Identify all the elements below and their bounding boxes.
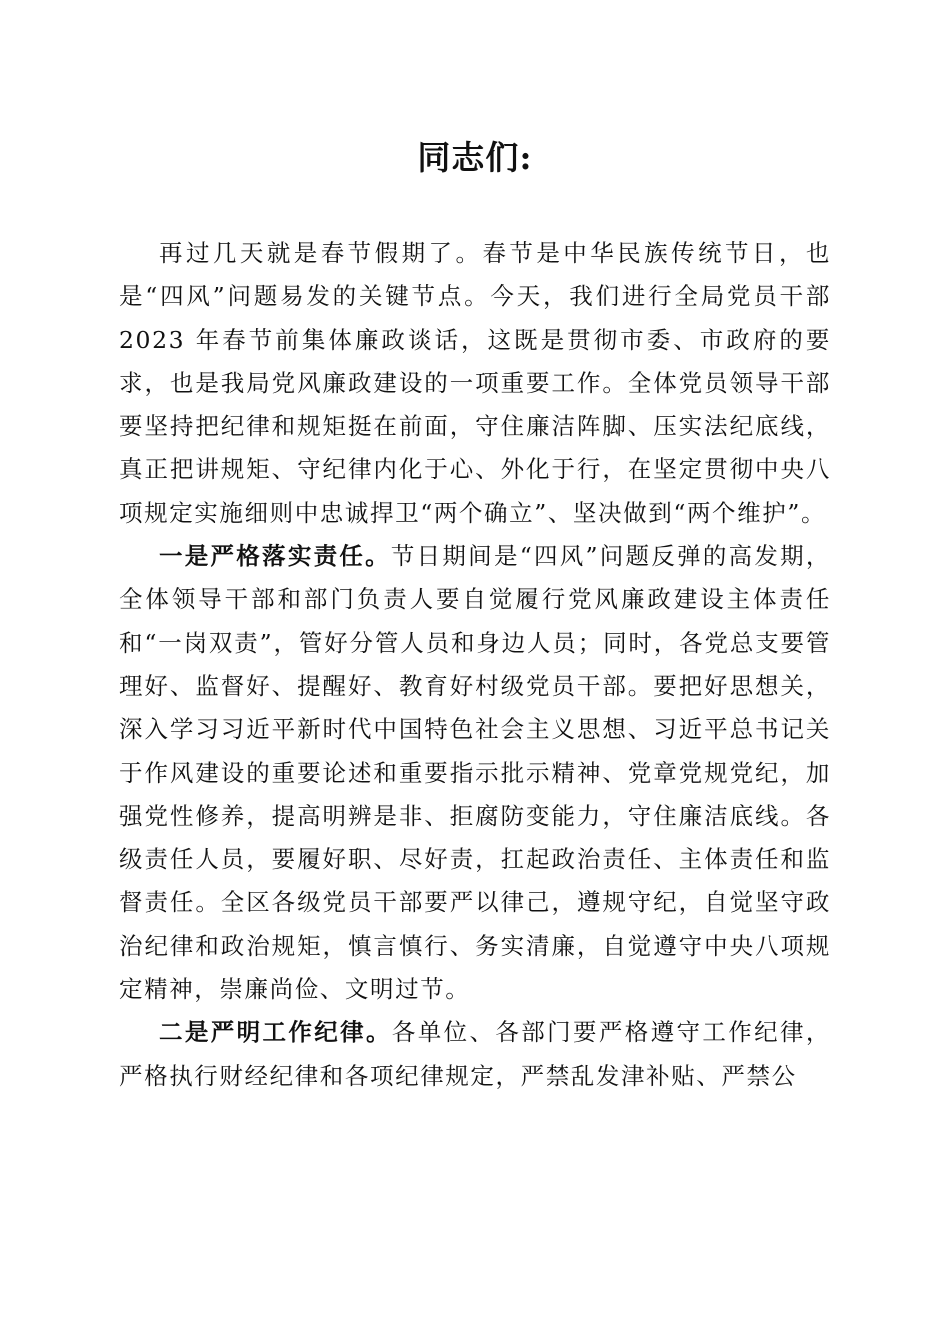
paragraph-lead-heading: 二是严明工作纪律。 xyxy=(159,1018,392,1047)
document-body xyxy=(119,232,831,1098)
paragraph-intro xyxy=(119,232,831,535)
paragraph-text: 各单位、各部门要严格遵守工作纪律，严格执行财经纪律和各项纪律规定，严禁乱发津补贴、严禁公 xyxy=(119,1018,831,1090)
paragraph-text: 节日期间是“四风”问题反弹的高发期，全体领导干部和部门负责人要自觉履行党风廉政建设主体责任和“一岗双责”，管好分管人员和身边人员；同时，各党总支要管理好、监督好、提醒好、教育好村级党员干部。要把好思想关，深入学习习近平新时代中国特色社会主义思想、习近平总书记关于作风建设的重要论述和重要指示批示精神、党章党规党纪，加强党性修养，提高明辨是非、拒腐防变能力，守住廉洁底线。各级责任人员，要履好职、尽好责，扛起政治责任、主体责任和监督责任。全区各级党员干部要严以律己，遵规守纪，自觉坚守政治纪律和政治规矩，慎言慎行、务实清廉，自觉遵守中央八项规定精神，崇廉尚俭、文明过节。 xyxy=(119,542,832,1004)
page-title: 同志们: xyxy=(417,138,533,177)
paragraph-lead-heading: 一是严格落实责任。 xyxy=(159,542,391,571)
paragraph-discipline xyxy=(119,1011,831,1098)
paragraph-text: 再过几天就是春节假期了。春节是中华民族传统节日，也是“四风”问题易发的关键节点。今天，我们进行全局党员干部 2023 年春节前集体廉政谈话，这既是贯彻市委、市政府的要求，也是我局党风廉政建设的一项重要工作。全体党员领导干部要坚持把纪律和规矩挺在前面，守住廉洁阵脚、压实法纪底线，真正把讲规矩、守纪律内化于心、外化于行，在坚定贯彻中央八项规定实施细则中忠诚捍卫“两个确立”、坚决做到“两个维护”。 xyxy=(119,239,831,527)
paragraph-responsibility xyxy=(119,535,831,1011)
